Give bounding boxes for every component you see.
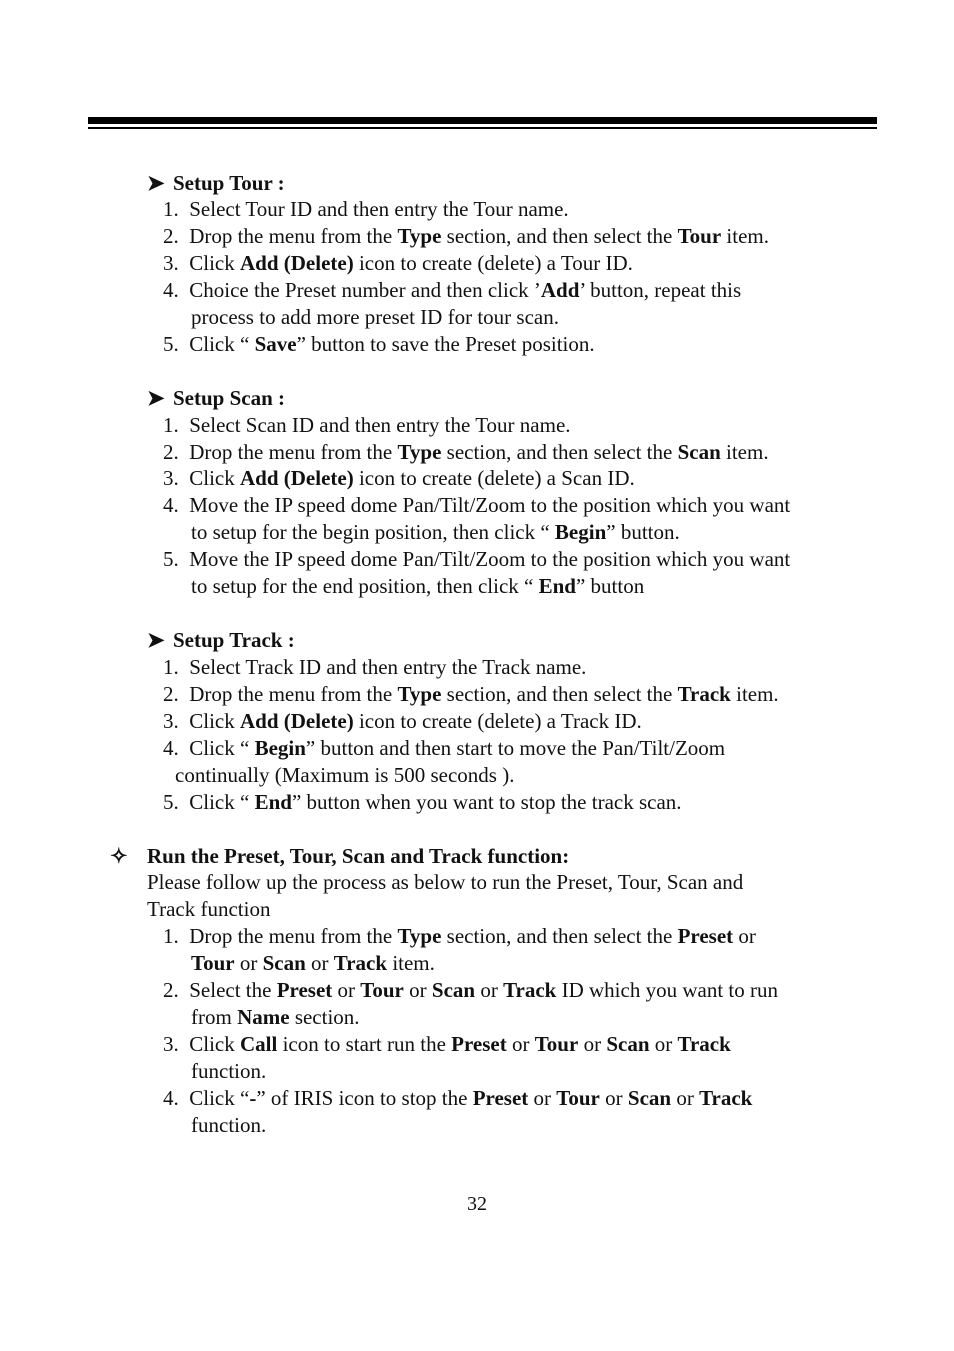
run-step-2-cont: from Name section. bbox=[191, 1005, 360, 1029]
setup-track-step-2: 2. Drop the menu from the Type section, and then select the Track item. bbox=[163, 682, 779, 706]
four-point-star-icon: ✧ bbox=[110, 844, 128, 868]
header-rule-thick bbox=[88, 117, 877, 124]
setup-scan-step-3: 3. Click Add (Delete) icon to create (delete) a Scan ID. bbox=[163, 466, 635, 490]
run-step-1: 1. Drop the menu from the Type section, and then select the Preset or bbox=[163, 924, 756, 948]
run-step-4-cont: function. bbox=[191, 1113, 267, 1137]
run-step-4: 4. Click “-” of IRIS icon to stop the Preset or Tour or Scan or Track bbox=[163, 1086, 753, 1110]
run-step-2: 2. Select the Preset or Tour or Scan or Track ID which you want to run bbox=[163, 978, 778, 1002]
setup-scan-step-1: 1. Select Scan ID and then entry the Tour name. bbox=[163, 413, 571, 437]
setup-tour-step-4: 4. Choice the Preset number and then click ’Add’ button, repeat this bbox=[163, 278, 742, 302]
setup-tour-step-1: 1. Select Tour ID and then entry the Tour name. bbox=[163, 197, 569, 221]
setup-track-step-4-cont: continually (Maximum is 500 seconds ). bbox=[175, 763, 515, 787]
run-intro-line-1: Please follow up the process as below to run the Preset, Tour, Scan and bbox=[147, 870, 744, 894]
run-intro-line-2: Track function bbox=[147, 897, 271, 921]
setup-tour-step-5: 5. Click “ Save” button to save the Preset position. bbox=[163, 332, 595, 356]
setup-track-heading: ➤ Setup Track : bbox=[147, 628, 295, 652]
setup-scan-step-2: 2. Drop the menu from the Type section, and then select the Scan item. bbox=[163, 440, 769, 464]
setup-track-step-4: 4. Click “ Begin” button and then start to move the Pan/Tilt/Zoom bbox=[163, 736, 726, 760]
setup-tour-step-3: 3. Click Add (Delete) icon to create (delete) a Tour ID. bbox=[163, 251, 633, 275]
page-number: 32 bbox=[467, 1193, 487, 1215]
setup-tour-heading: ➤ Setup Tour : bbox=[147, 171, 285, 195]
setup-scan-step-5: 5. Move the IP speed dome Pan/Tilt/Zoom to the position which you want bbox=[163, 547, 791, 571]
run-step-1-cont: Tour or Scan or Track item. bbox=[191, 951, 435, 975]
run-step-3-cont: function. bbox=[191, 1059, 267, 1083]
setup-scan-step-4-cont: to setup for the begin position, then click “ Begin” button. bbox=[191, 520, 680, 544]
setup-track-step-3: 3. Click Add (Delete) icon to create (delete) a Track ID. bbox=[163, 709, 642, 733]
setup-tour-step-2: 2. Drop the menu from the Type section, and then select the Tour item. bbox=[163, 224, 769, 248]
arrowhead-right-icon: ➤ bbox=[147, 628, 165, 652]
arrowhead-right-icon: ➤ bbox=[147, 386, 165, 410]
arrowhead-right-icon: ➤ bbox=[147, 171, 165, 195]
setup-tour-step-4-cont: process to add more preset ID for tour scan. bbox=[191, 305, 559, 329]
setup-scan-heading: ➤ Setup Scan : bbox=[147, 386, 286, 410]
setup-track-step-1: 1. Select Track ID and then entry the Track name. bbox=[163, 655, 587, 679]
run-step-3: 3. Click Call icon to start run the Preset or Tour or Scan or Track bbox=[163, 1032, 731, 1056]
setup-track-step-5: 5. Click “ End” button when you want to stop the track scan. bbox=[163, 790, 682, 814]
header-rule-thin bbox=[88, 127, 877, 129]
setup-scan-step-5-cont: to setup for the end position, then click “ End” button bbox=[191, 574, 645, 598]
setup-scan-step-4: 4. Move the IP speed dome Pan/Tilt/Zoom to the position which you want bbox=[163, 493, 791, 517]
run-heading: ✧ Run the Preset, Tour, Scan and Track function: bbox=[110, 844, 570, 868]
